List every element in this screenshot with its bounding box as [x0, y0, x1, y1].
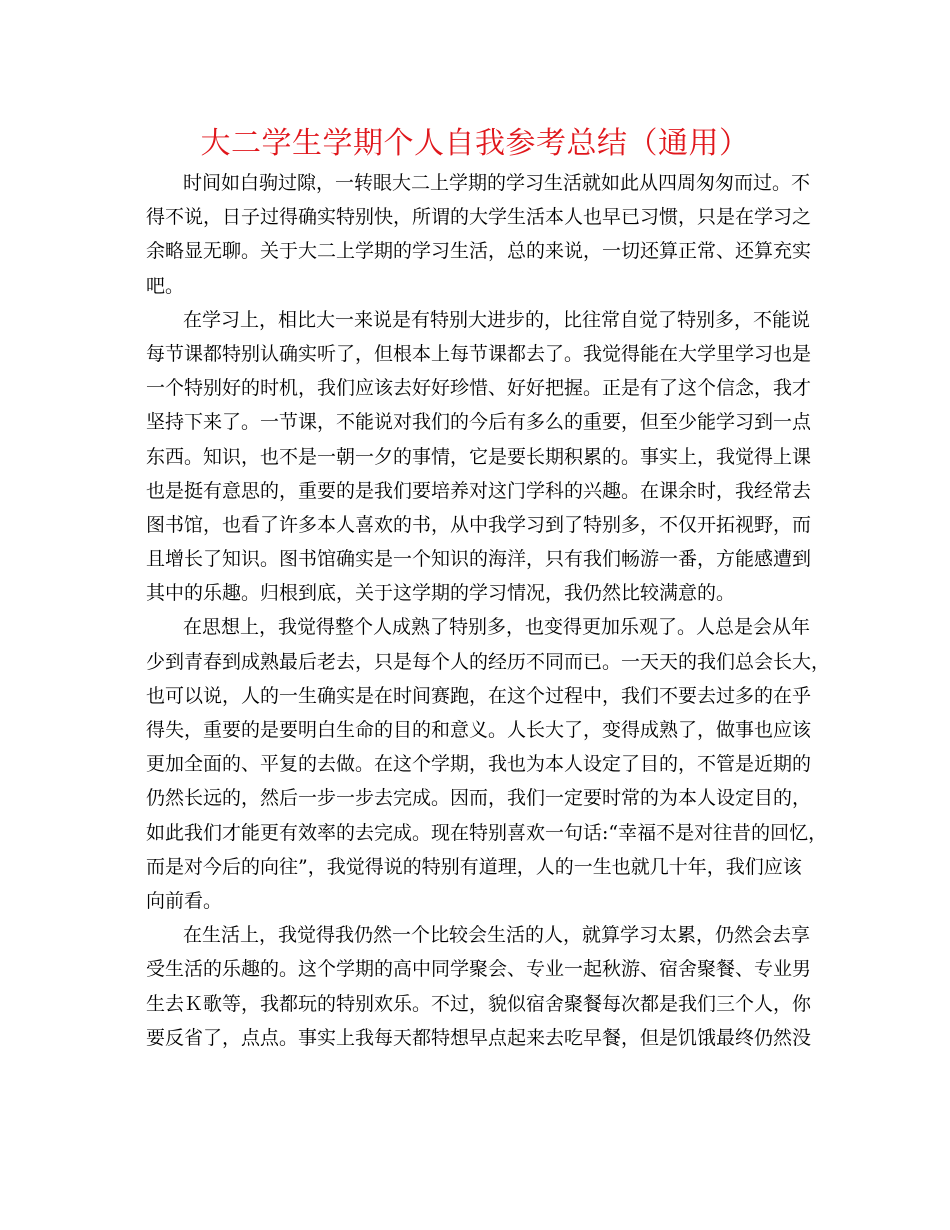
text-line: 在思想上，我觉得整个人成熟了特别多，也变得更加乐观了。人总是会从年	[183, 616, 811, 639]
text-line: 余略显无聊。关于大二上学期的学习生活，总的来说，一切还算正常、还算充实	[146, 240, 812, 263]
text-line: 少到青春到成熟最后老去，只是每个人的经历不同而已。一天天的我们总会长大，	[146, 650, 831, 673]
text-line: 得不说，日子过得确实特别快，所谓的大学生活本人也早已习惯，只是在学习之	[146, 206, 812, 229]
paragraph	[146, 610, 831, 918]
text-line: 也可以说，人的一生确实是在时间赛跑，在这个过程中，我们不要去过多的在乎	[146, 684, 812, 707]
text-line: 其中的乐趣。归根到底，关于这学期的学习情况，我仍然比较满意的。	[146, 582, 736, 605]
text-line: 受生活的乐趣的。这个学期的高中同学聚会、专业一起秋游、宿舍聚餐、专业男	[146, 958, 812, 981]
text-line: 且增长了知识。图书馆确实是一个知识的海洋，只有我们畅游一番，方能感遭到	[146, 548, 812, 571]
text-line: 而是对今后的向往”，我觉得说的特别有道理，人的一生也就几十年，我们应该	[146, 855, 802, 878]
document-body	[146, 166, 831, 1055]
paragraph	[146, 166, 816, 303]
text-line: 每节课都特别认确实听了，但根本上每节课都去了。我觉得能在大学里学习也是	[146, 342, 812, 365]
text-line: 向前看。	[146, 889, 223, 912]
text-line: 生去Ｋ歌等，我都玩的特别欢乐。不过，貌似宿舍聚餐每次都是我们三个人，你	[146, 992, 812, 1015]
text-line: 时间如白驹过隙，一转眼大二上学期的学习生活就如此从四周匆匆而过。不	[183, 172, 811, 194]
document-title: 大二学生学期个人自我参考总结（通用）	[200, 126, 750, 161]
text-line: 图书馆，也看了许多本人喜欢的书，从中我学习到了特别多，不仅开拓视野，而	[146, 513, 812, 536]
text-line: 要反省了，点点。事实上我每天都特想早点起来去吃早餐，但是饥饿最终仍然没	[146, 1026, 812, 1049]
paragraph	[146, 303, 816, 611]
text-line: 如此我们才能更有效率的去完成。现在特别喜欢一句话:“幸福不是对往昔的回忆，	[146, 821, 828, 844]
text-line: 在生活上，我觉得我仍然一个比较会生活的人，就算学习太累，仍然会去享	[183, 924, 811, 947]
text-line: 东西。知识，也不是一朝一夕的事情，它是要长期积累的。事实上，我觉得上课	[146, 445, 812, 468]
text-line: 得失，重要的是要明白生命的目的和意义。人长大了，变得成熟了，做事也应该	[146, 719, 812, 741]
text-line: 吧。	[146, 274, 185, 297]
text-line: 仍然长远的，然后一步一步去完成。因而，我们一定要时常的为本人设定目的，	[146, 787, 812, 810]
text-line: 在学习上，相比大一来说是有特别大进步的，比往常自觉了特别多，不能说	[183, 308, 811, 331]
paragraph	[146, 918, 816, 1055]
text-line: 一个特别好的时机，我们应该去好好珍惜、好好把握。正是有了这个信念，我才	[146, 377, 812, 400]
text-line: 更加全面的、平复的去做。在这个学期，我也为本人设定了目的，不管是近期的	[146, 753, 812, 776]
text-line: 坚持下来了。一节课，不能说对我们的今后有多么的重要，但至少能学习到一点	[146, 411, 812, 434]
text-line: 也是挺有意思的，重要的是我们要培养对这门学科的兴趣。在课余时，我经常去	[146, 479, 812, 502]
